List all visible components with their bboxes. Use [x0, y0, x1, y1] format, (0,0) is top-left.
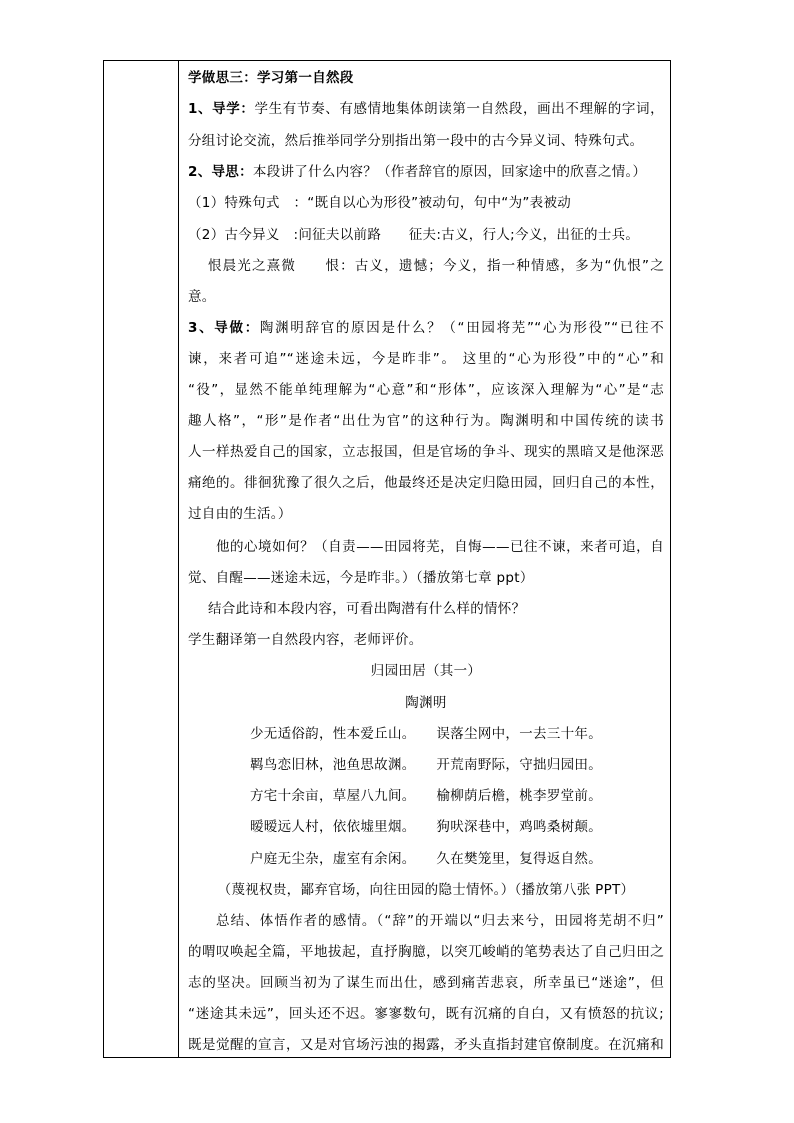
poem-note: （蔑视权贵，鄙弃官场，向往田园的隐士情怀。）（播放第八张 PPT） [217, 882, 635, 898]
question-line: 结合此诗和本段内容，可看出陶潜有什么样的情怀？ [208, 601, 526, 617]
hen-line2: 意。 [188, 289, 216, 305]
poem-line: 户庭无尘杂，虚室有余闲。 久在樊笼里，复得返自然。 [249, 851, 603, 867]
mood-line2: 觉、自醒——迷途未远，今是昨非。）（播放第七章 ppt） [188, 570, 534, 586]
summary-line2: 的喟叹唤起全篇，平地拔起，直抒胸臆，以突兀峻峭的笔势表达了自己归田之 [188, 944, 664, 960]
guide-do-label: 3、导做： [188, 320, 260, 336]
guide-do-line2: 谏，来者可追”“迷途未远，今是昨非”。 这里的“心为形役”中的“心”和 [188, 351, 664, 367]
summary-line1: 总结、体悟作者的感情。（“辞”的开端以“归去来兮，田园将芜胡不归” [216, 913, 664, 929]
table-left-column [104, 61, 179, 1057]
summary-line3: 志的坚决。回顾当初为了谋生而出仕，感到痛苦悲哀，所幸虽已“迷途”，但 [188, 975, 664, 991]
guide-do-line1: 3、导做：陶渊明辞官的原因是什么？（“田园将芜”“心为形役”“已往不 [188, 320, 664, 336]
poem-line: 暧暧远人村，依依墟里烟。 狗吠深巷中，鸡鸣桑树颠。 [249, 819, 603, 835]
poem-line: 羁鸟恋旧林，池鱼思故渊。 开荒南野际，守拙归园田。 [249, 757, 603, 773]
poem-author: 陶渊明 [405, 695, 447, 711]
guide-think-label: 2、导思： [188, 164, 253, 180]
section-heading: 学做思三：学习第一自然段 [188, 70, 354, 86]
guide-do-line3: “役”，显然不能单纯理解为“心意”和“形体”，应该深入理解为“心”是“志 [188, 382, 664, 398]
guide-do-line7: 过自由的生活。） [188, 506, 292, 522]
ancient-meaning-line: （2）古今异义 :问征夫以前路 征夫:古义，行人;今义，出征的士兵。 [188, 227, 640, 243]
poem-line: 少无适俗韵，性本爱丘山。 误落尘网中，一去三十年。 [249, 726, 603, 742]
guide-do-line6: 痛绝的。徘徊犹豫了很久之后，他最终还是决定归隐田园，回归自己的本性， [188, 475, 664, 491]
poem-title: 归园田居（其一） [370, 663, 482, 679]
table-content-cell [180, 61, 670, 1057]
lesson-table [103, 60, 671, 1058]
poem-line: 方宅十余亩，草屋八九间。 榆柳荫后檐，桃李罗堂前。 [249, 788, 603, 804]
special-sentence-line: （1）特殊句式 ：“既自以心为形役”被动句，句中“为”表被动 [188, 195, 572, 211]
mood-line1: 他的心境如何？（自责——田园将芜，自悔——已往不谏，来者可追，自 [216, 539, 664, 555]
hen-line1: 恨晨光之熹微 恨：古义，遗憾；今义，指一种情感，多为“仇恨”之 [208, 258, 664, 274]
guide-do-line5: 人一样热爱自己的国家，立志报国，但是官场的争斗、现实的黑暗又是他深恶 [188, 444, 664, 460]
guide-do-line4: 趣人格”，“形”是作者“出仕为官”的这种行为。陶渊明和中国传统的读书 [188, 413, 664, 429]
translate-line: 学生翻译第一自然段内容，老师评价。 [188, 632, 423, 648]
summary-line5: 既是觉醒的宣言，又是对官场污浊的揭露，矛头直指封建官僚制度。在沉痛和 [188, 1037, 664, 1053]
summary-line4: “迷途其未远”，回头还不迟。寥寥数句，既有沉痛的自白，又有愤怒的抗议; [188, 1006, 664, 1022]
guide-think-line1: 2、导思：本段讲了什么内容？（作者辞官的原因，回家途中的欣喜之情。） [188, 164, 647, 180]
guide-learn-label: 1、导学： [188, 101, 255, 117]
guide-learn-line2: 分组讨论交流，然后推举同学分别指出第一段中的古今异义词、特殊句式。 [188, 133, 644, 149]
guide-learn-line1: 1、导学：学生有节奏、有感情地集体朗读第一自然段，画出不理解的字词， [188, 101, 664, 117]
